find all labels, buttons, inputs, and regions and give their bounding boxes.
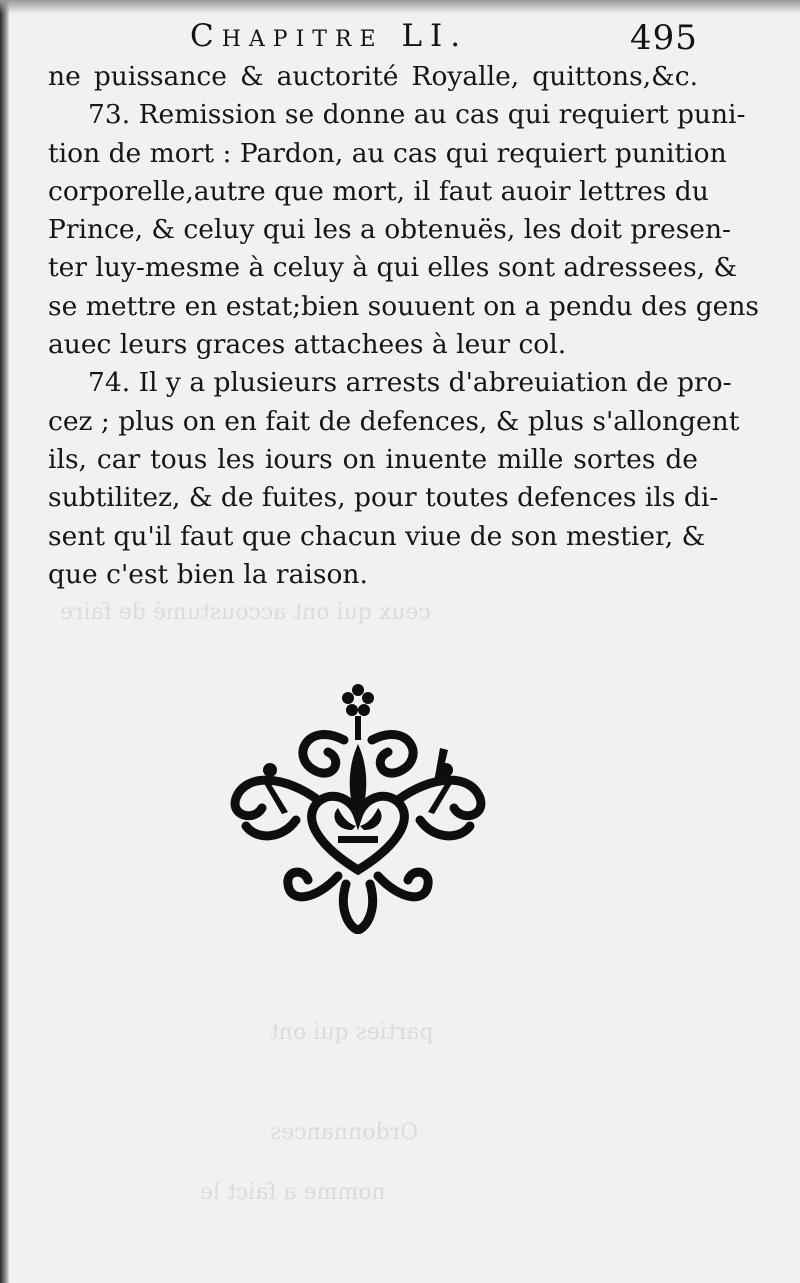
text-line: que c'est bien la raison.	[48, 558, 368, 590]
page-edge-shadow	[0, 0, 800, 14]
body-text	[48, 58, 760, 594]
chapter-title: Chapitre LI.	[190, 18, 469, 54]
text-line: Prince, & celuy qui les a obtenuës, les doit presen-	[48, 214, 731, 246]
fleuron-tailpiece-icon	[226, 680, 490, 934]
text-line: cez ; plus on en fait de defences, & plus s'allongent	[48, 405, 740, 437]
show-through-text: ceux qui ont accoustumé de faire	[60, 600, 431, 625]
text-line: ter luy-mesme à celuy à qui elles sont adressees, &	[48, 252, 738, 284]
show-through-text: Ordonnances	[270, 1120, 419, 1145]
text-line: tion de mort : Pardon, au cas qui requiert punition	[48, 137, 727, 169]
text-line: ils, car tous les iours on inuente mille sortes de	[48, 443, 698, 475]
running-head	[0, 14, 800, 58]
page-gutter	[0, 0, 9, 1283]
text-line: 74. Il y a plusieurs arrests d'abreuiation de pro-	[88, 367, 732, 399]
text-line: subtilitez, & de fuites, pour toutes defences ils di-	[48, 482, 719, 514]
page-number: 495	[630, 18, 698, 58]
text-line: auec leurs graces attachees à leur col.	[48, 329, 567, 361]
show-through-text: nomme a faict le	[200, 1180, 386, 1205]
text-line: sent qu'il faut que chacun viue de son mestier, &	[48, 520, 706, 552]
text-line: se mettre en estat;bien souuent on a pendu des gens	[48, 290, 760, 322]
text-line: corporelle,autre que mort, il faut auoir lettres du	[48, 175, 709, 207]
show-through-text: parties qui ont	[270, 1020, 434, 1045]
text-line: ne puissance & auctorité Royalle, quittons,&c.	[48, 61, 698, 92]
text-line: 73. Remission se donne au cas qui requiert puni-	[88, 99, 746, 131]
